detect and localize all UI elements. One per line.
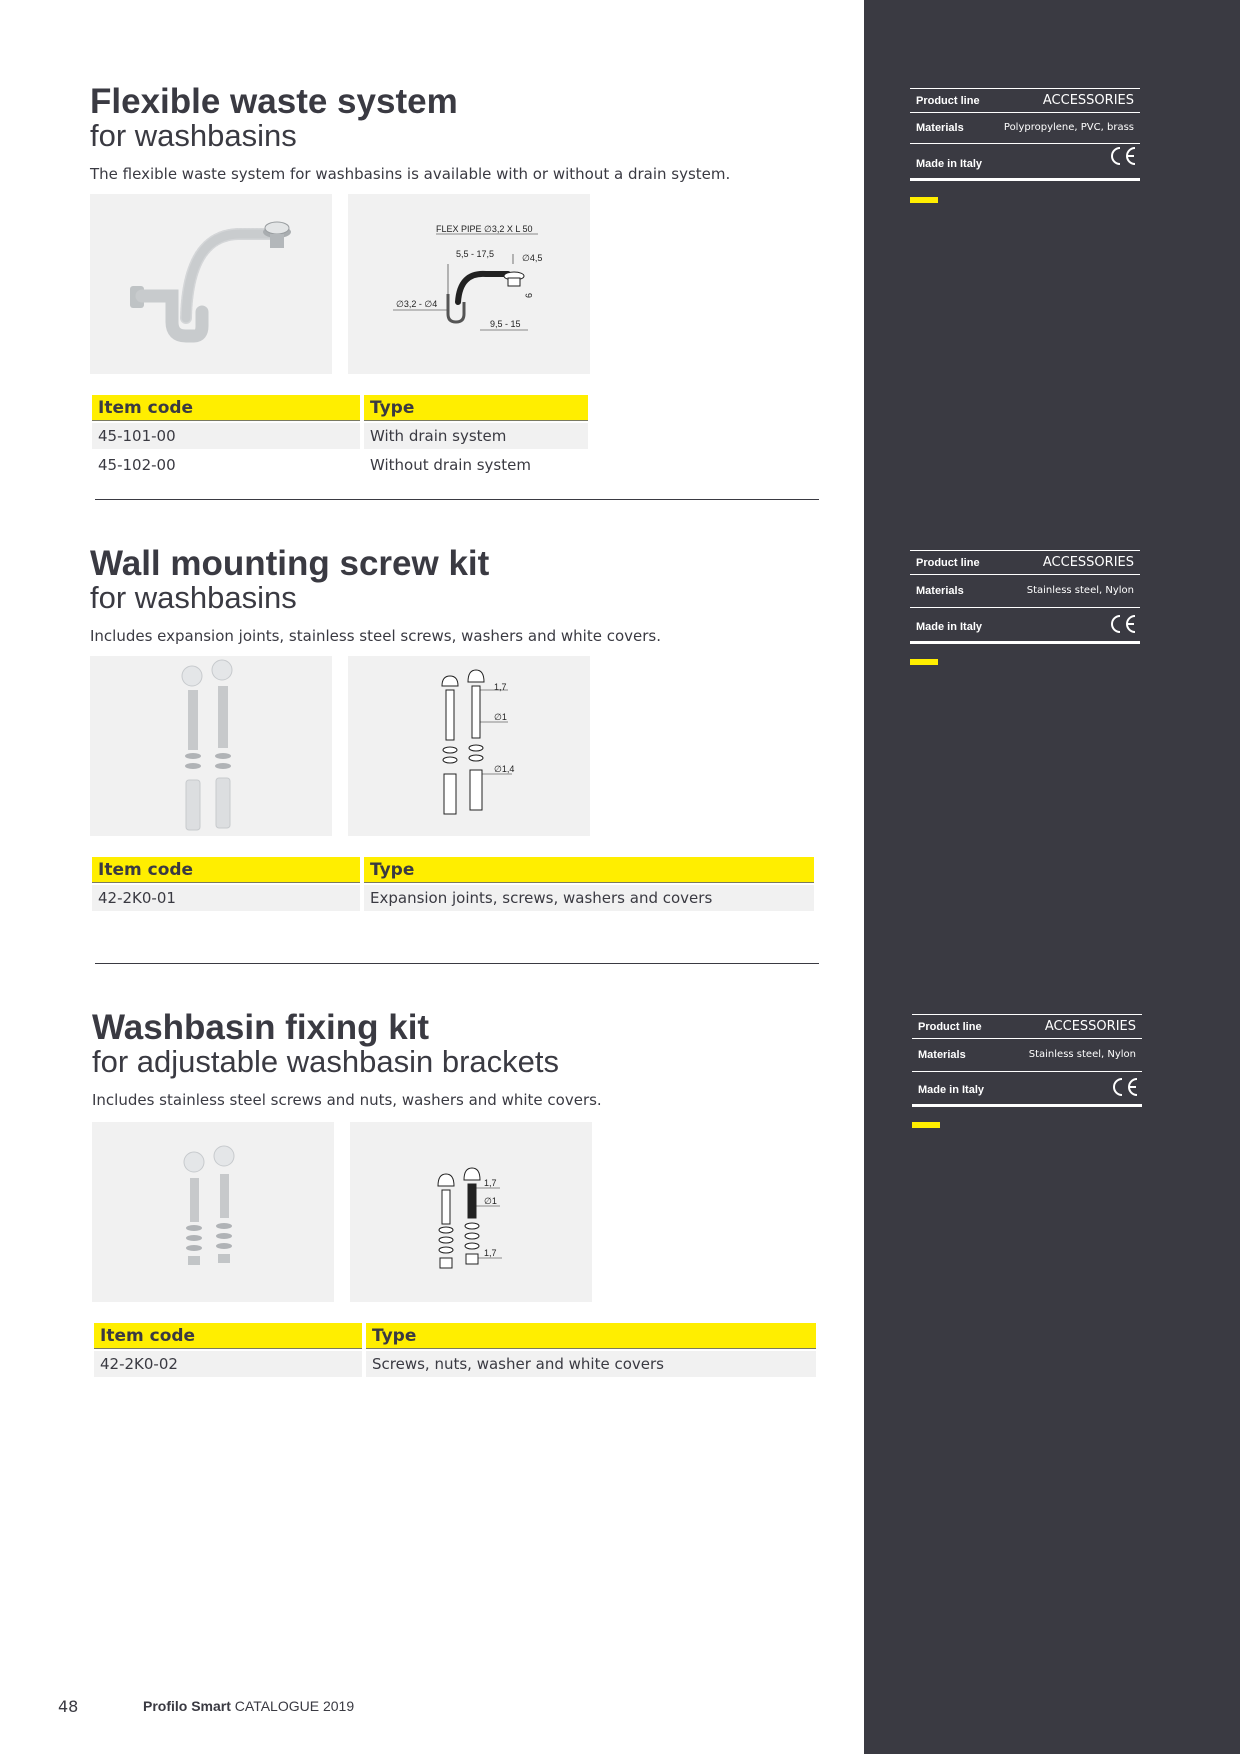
product-subtitle: for washbasins <box>90 118 297 153</box>
fixing-kit-photo-icon <box>92 1122 334 1302</box>
table-cell-code: 42-2K0-02 <box>94 1351 362 1377</box>
product-photo <box>92 1122 334 1302</box>
spec-box <box>912 1014 1142 1124</box>
diagram-label: ∅1,4 <box>494 764 515 774</box>
spec-materials-value: Stainless steel, Nylon <box>1028 1049 1136 1060</box>
table-cell-type: With drain system <box>364 423 588 449</box>
spec-product-line-value: ACCESSORIES <box>1042 93 1134 108</box>
accent-bar <box>912 1122 940 1128</box>
technical-drawing <box>348 194 590 374</box>
table-header-item-code: Item code <box>94 1323 362 1349</box>
table-cell-type: Without drain system <box>370 456 531 474</box>
spec-materials-value: Stainless steel, Nylon <box>1026 585 1134 596</box>
spec-box <box>910 550 1140 660</box>
catalogue-brand <box>143 1698 354 1714</box>
product-section-fixing-kit <box>0 1008 864 1438</box>
product-description: Includes expansion joints, stainless steel screws, washers and white covers. <box>90 627 661 645</box>
product-title: Washbasin fixing kit <box>92 1008 430 1047</box>
diagram-label: 1,7 <box>494 682 507 692</box>
spec-made-in-label: Made in Italy <box>916 158 983 170</box>
spec-made-in-label: Made in Italy <box>916 621 983 633</box>
table-header-item-code: Item code <box>92 857 360 883</box>
spec-materials-label: Materials <box>918 1049 966 1061</box>
accent-bar <box>910 197 938 203</box>
diagram-label: 1,7 <box>484 1178 497 1188</box>
spec-materials-value: Polypropylene, PVC, brass <box>1003 122 1134 133</box>
product-photo <box>90 656 332 836</box>
spec-product-line-label: Product line <box>916 557 980 569</box>
product-title: Flexible waste system <box>90 82 458 121</box>
flexible-waste-diagram-icon <box>348 194 590 374</box>
technical-drawing <box>348 656 590 836</box>
table-cell-type: Expansion joints, screws, washers and covers <box>364 885 814 911</box>
technical-drawing <box>350 1122 592 1302</box>
screw-kit-diagram-icon <box>348 656 590 836</box>
table-cell-code: 45-102-00 <box>98 456 176 474</box>
spec-box <box>910 88 1140 198</box>
product-photo <box>90 194 332 374</box>
product-subtitle: for adjustable washbasin brackets <box>92 1044 559 1079</box>
diagram-label: ∅4,5 <box>522 253 543 263</box>
ce-mark-icon <box>1110 1076 1140 1098</box>
spec-product-line-value: ACCESSORIES <box>1042 555 1134 570</box>
product-description: The flexible waste system for washbasins is available with or without a drain system. <box>90 165 731 183</box>
spec-materials-label: Materials <box>916 585 964 597</box>
table-header-item-code: Item code <box>92 395 360 421</box>
product-section-wall-mounting-kit <box>0 544 864 974</box>
page-number: 48 <box>58 1697 79 1716</box>
table-cell-code: 42-2K0-01 <box>92 885 360 911</box>
diagram-label: 9,5 - 15 <box>490 319 521 329</box>
diagram-label: ∅3,2 - ∅4 <box>396 299 438 309</box>
diagram-label: ∅1 <box>484 1196 497 1206</box>
table-header-type: Type <box>364 395 588 421</box>
spec-product-line-label: Product line <box>918 1021 982 1033</box>
brand-name: Profilo Smart <box>143 1698 231 1714</box>
screw-kit-photo-icon <box>90 656 332 836</box>
ce-mark-icon <box>1108 145 1138 167</box>
section-divider <box>95 499 819 500</box>
accent-bar <box>910 659 938 665</box>
spec-product-line-label: Product line <box>916 95 980 107</box>
catalogue-label: CATALOGUE 2019 <box>234 1698 355 1714</box>
spec-product-line-value: ACCESSORIES <box>1044 1019 1136 1034</box>
fixing-kit-diagram-icon <box>350 1122 592 1302</box>
product-description: Includes stainless steel screws and nuts, washers and white covers. <box>92 1091 602 1109</box>
table-header-type: Type <box>366 1323 816 1349</box>
diagram-label: FLEX PIPE ∅3,2 X L 50 <box>436 224 533 234</box>
product-title: Wall mounting screw kit <box>90 544 490 583</box>
flexible-waste-photo-icon <box>90 194 332 374</box>
spec-made-in-label: Made in Italy <box>918 1084 985 1096</box>
diagram-label: 5,5 - 17,5 <box>456 249 495 259</box>
ce-mark-icon <box>1108 613 1138 635</box>
table-header-type: Type <box>364 857 814 883</box>
diagram-label: ∅1 <box>494 712 507 722</box>
product-subtitle: for washbasins <box>90 580 297 615</box>
table-cell-type: Screws, nuts, washer and white covers <box>366 1351 816 1377</box>
section-divider <box>95 963 819 964</box>
diagram-label: 1,7 <box>484 1248 497 1258</box>
product-section-flexible-waste <box>0 82 864 512</box>
diagram-label: 6 <box>524 292 534 298</box>
sidebar-panel <box>864 0 1240 1754</box>
spec-materials-label: Materials <box>916 122 964 134</box>
table-cell-code: 45-101-00 <box>92 423 360 449</box>
